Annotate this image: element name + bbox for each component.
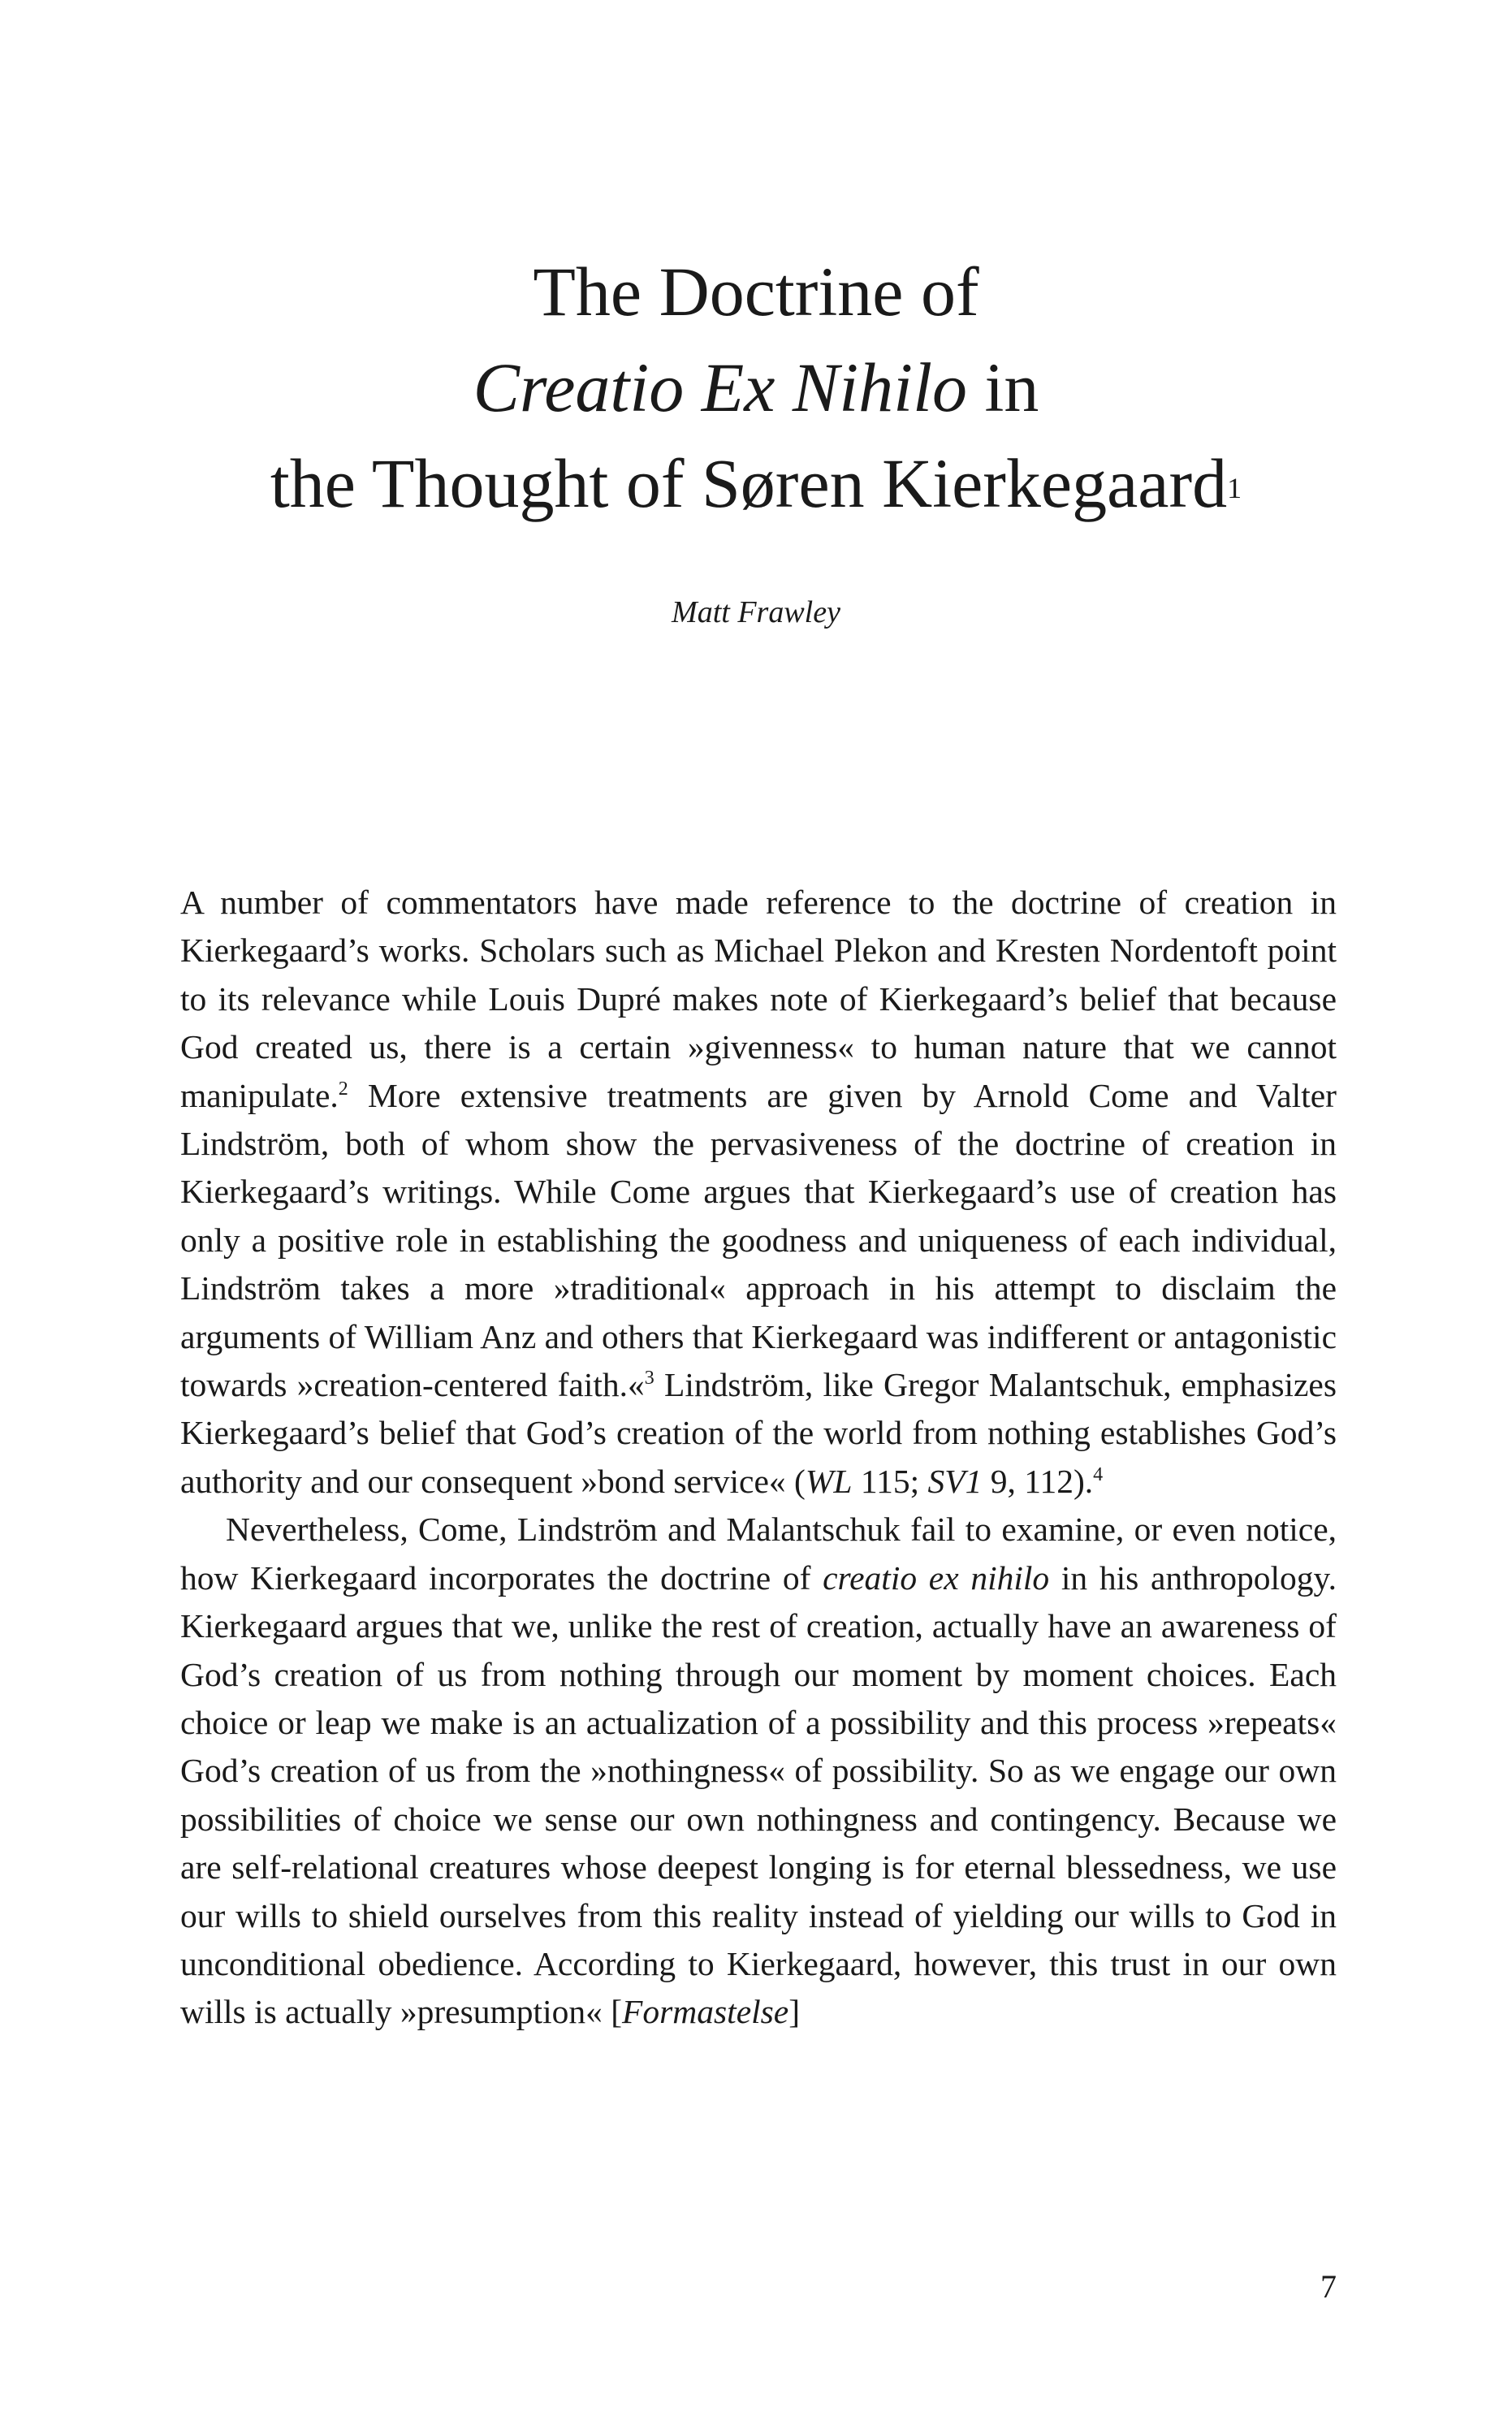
citation-wl: WL <box>805 1462 853 1500</box>
article-title <box>0 244 1512 531</box>
title-line-3 <box>0 435 1512 531</box>
paragraph-1 <box>180 879 1337 1506</box>
paragraph-2 <box>180 1506 1337 2036</box>
title-line-2 <box>0 339 1512 435</box>
title-footnote-marker: 1 <box>1227 472 1242 504</box>
footnote-marker-2: 2 <box>338 1078 348 1100</box>
paragraph-2-text-c: ] <box>788 1993 801 2031</box>
danish-term: Formastelse <box>622 1993 789 2031</box>
paragraph-1-text-e: 9, 112). <box>982 1462 1094 1500</box>
citation-sv: SV1 <box>927 1462 983 1500</box>
latin-phrase: creatio ex nihilo <box>823 1558 1050 1597</box>
footnote-marker-4: 4 <box>1093 1464 1104 1486</box>
paragraph-1-text-a: A number of commentators have made reference to the doctrine of creation in Kierkegaard’s works. Scholars such as Michael Plekon and Kresten Nordentoft point to its relevance while Louis Dupré makes note of Kierkegaard’s belief that because God created us, there is a certain »givenness« to human nature that we cannot manipulate. <box>180 884 1337 1114</box>
author-name: Matt Frawley <box>672 595 840 629</box>
paragraph-2-text-b: in his anthropology. Kierkegaard argues that we, unlike the rest of creation, actually have an awareness of God’s creation of us from nothing through our moment by moment choices. Each choice or leap we make is an actualization of a possibility and this process »repeats« God’s creation of us from the »nothingness« of possibility. So as we engage our own possibilities of choice we sense our own nothingness and contingency. Because we are self-relational creatures whose deepest longing is for eternal blessedness, we use our wills to shield ourselves from this reality instead of yielding our wills to God in unconditional obedience. According to Kierkegaard, however, this trust in our own wills is actually »presumption« [ <box>180 1558 1337 2031</box>
page-number: 7 <box>1320 2268 1337 2305</box>
paragraph-1-text-d: 115; <box>852 1462 928 1500</box>
title-latin-phrase: Creatio Ex Nihilo <box>473 348 967 426</box>
article-body <box>180 879 1337 2037</box>
paragraph-1-text-b: More extensive treatments are given by Arnold Come and Valter Lindström, both of whom show the pervasiveness of the doctrine of creation in Kierkegaard’s writings. While Come argues that Kierkegaard’s use of creation has only a positive role in establishing the goodness and uniqueness of each individual, Lindström takes a more »traditional« approach in his attempt to disclaim the arguments of William Anz and others that Kierkegaard was indifferent or antagonistic towards »creation-centered faith.« <box>180 1076 1337 1404</box>
title-line-3-text: the Thought of Søren Kierkegaard <box>270 444 1228 522</box>
title-line-2-tail: in <box>966 348 1039 426</box>
footnote-marker-3: 3 <box>644 1368 654 1390</box>
title-line-1: The Doctrine of <box>533 253 979 331</box>
paragraph-2-text-a: Nevertheless, Come, Lindström and Malantschuk fail to examine, or even notice, how Kierkegaard incorporates the doctrine of <box>180 1511 1337 1597</box>
paragraph-1-text-c: Lindström, like Gregor Malantschuk, emphasizes Kierkegaard’s belief that God’s creation of the world from nothing establishes God’s authority and our consequent »bond service« ( <box>180 1366 1337 1500</box>
